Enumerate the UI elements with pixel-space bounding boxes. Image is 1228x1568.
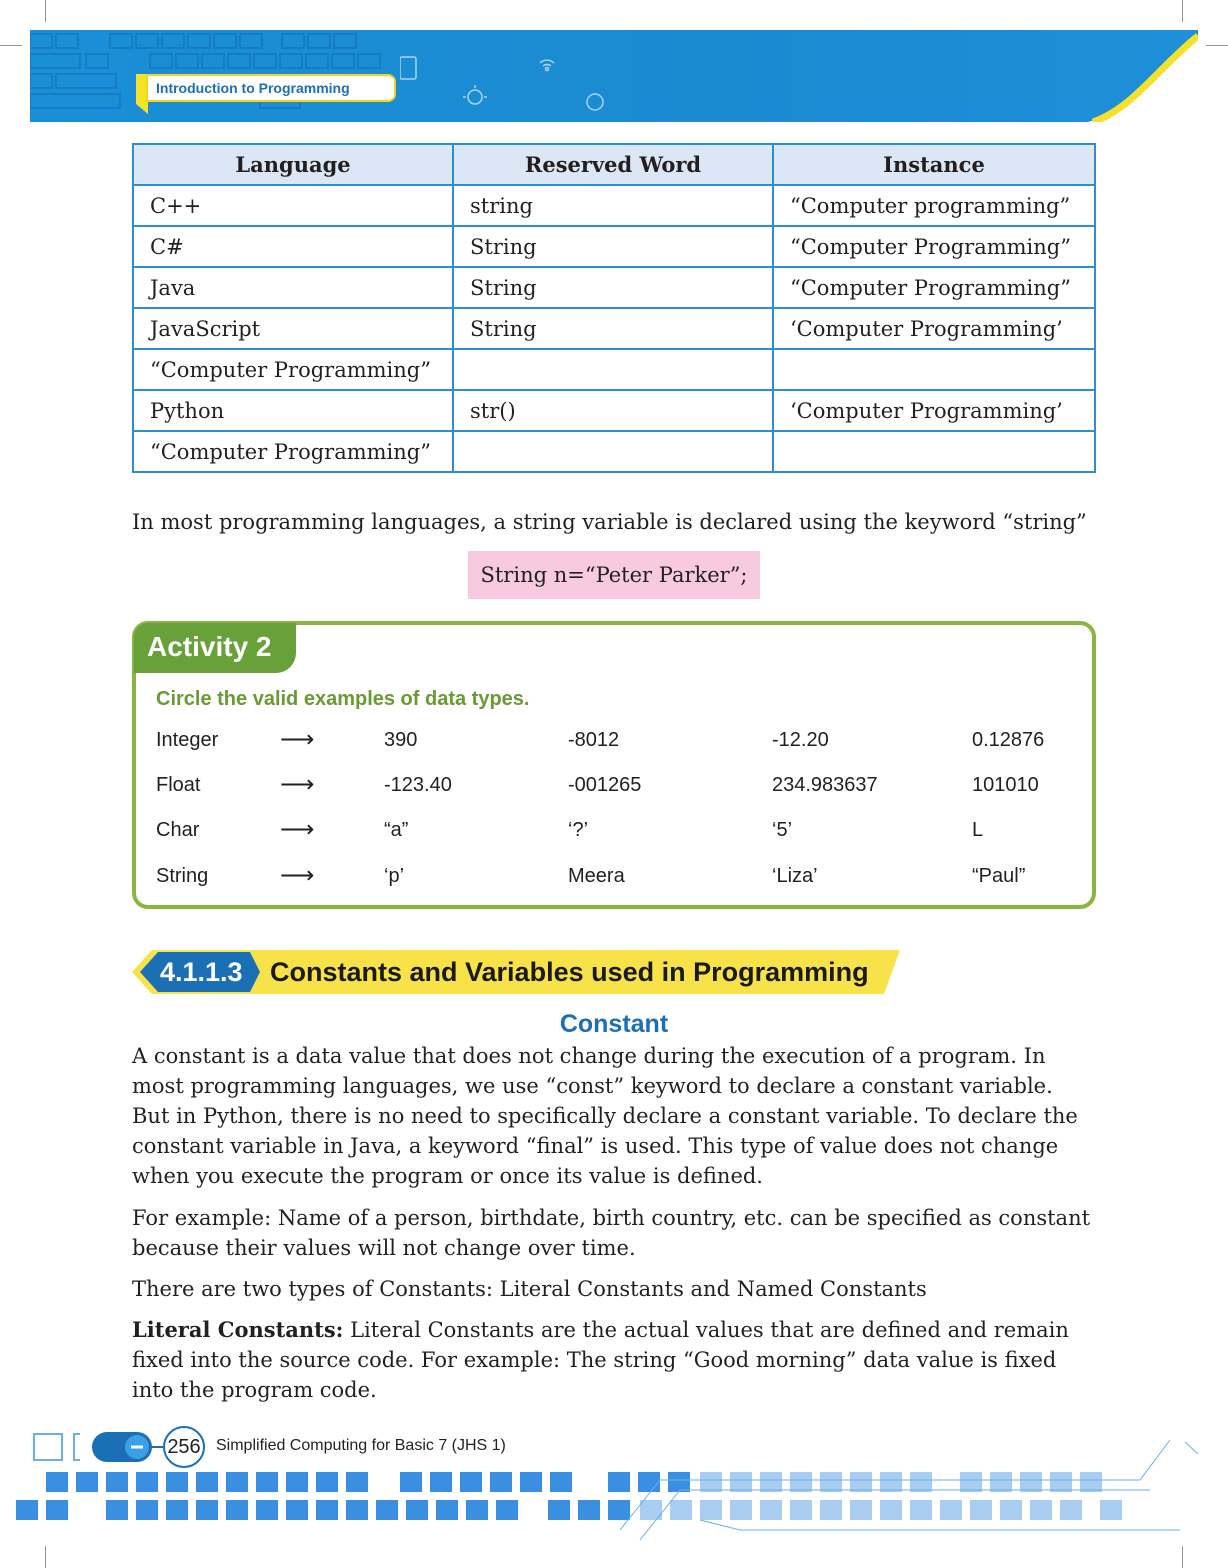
option-value[interactable]: -12.20 [772,729,829,751]
data-type-label: Float [156,774,201,796]
page-number: 256 [163,1426,205,1468]
table-cell: “Computer programming” [773,185,1095,226]
section-title: Constants and Variables used in Programming [270,957,869,987]
literal-constants-paragraph [132,1315,1092,1405]
option-value[interactable]: “Paul” [972,865,1026,887]
table-row [133,390,1095,431]
book-title: Simplified Computing for Basic 7 (JHS 1) [216,1437,506,1454]
option-value[interactable]: L [972,819,984,841]
reserved-words-table [132,143,1096,473]
option-value[interactable]: ‘Liza’ [772,865,818,887]
option-value[interactable]: ‘p’ [384,865,405,887]
column-header: Language [133,144,453,185]
chapter-tab: Introduction to Programming [146,74,396,102]
option-value[interactable]: -123.40 [384,774,452,796]
option-value[interactable]: ‘5’ [772,819,793,841]
table-cell: str() [453,390,773,431]
option-value[interactable]: 390 [384,729,418,751]
option-value[interactable]: 101010 [972,774,1039,796]
code-example: String n=“Peter Parker”; [468,551,760,599]
option-value[interactable]: 234.983637 [772,774,878,796]
column-header: Instance [773,144,1095,185]
table-cell: “Computer Programming” [773,226,1095,267]
table-cell: String [453,267,773,308]
header-swoosh [1058,30,1198,122]
table-cell: Python [133,390,453,431]
option-value[interactable]: ‘?’ [568,819,589,841]
table-row [133,349,1095,390]
table-cell: C# [133,226,453,267]
table-cell [453,431,773,472]
table-cell: String [453,226,773,267]
table-cell [453,349,773,390]
data-type-label: Integer [156,729,219,751]
table-cell [773,349,1095,390]
table-cell: Java [133,267,453,308]
column-header: Reserved Word [453,144,773,185]
arrow-icon: ⟶ [280,726,315,753]
table-cell: “Computer Programming” [133,431,453,472]
arrow-icon: ⟶ [280,816,315,843]
string-note: In most programming languages, a string variable is declared using the keyword “string” [132,510,1087,534]
activity-instruction: Circle the valid examples of data types. [156,688,530,710]
table-cell: ‘Computer Programming’ [773,308,1095,349]
section-number: 4.1.1.3 [160,957,243,987]
option-value[interactable]: -8012 [568,729,620,751]
table-header-row [133,144,1095,185]
option-value[interactable]: 0.12876 [972,729,1045,751]
table-row [133,308,1095,349]
table-row [133,226,1095,267]
header-icons [400,45,640,122]
table-cell: C++ [133,185,453,226]
table-row [133,267,1095,308]
table-cell: ‘Computer Programming’ [773,390,1095,431]
table-cell: JavaScript [133,308,453,349]
table-row [133,431,1095,472]
data-type-label: Char [156,819,200,841]
data-type-label: String [156,865,209,887]
table-cell [773,431,1095,472]
option-value[interactable]: Meera [568,865,625,887]
constant-paragraph: For example: Name of a person, birthdate, birth country, etc. can be specified as constant because their values will not change over time. [132,1206,1091,1260]
table-cell: String [453,308,773,349]
activity-title: Activity 2 [134,623,296,673]
arrow-icon: ⟶ [280,771,315,798]
option-value[interactable]: “a” [384,819,409,841]
option-value[interactable]: -001265 [568,774,642,796]
arrow-icon: ⟶ [280,862,315,889]
table-cell: “Computer Programming” [133,349,453,390]
constant-heading: Constant [559,1010,669,1038]
constant-paragraph: A constant is a data value that does not change during the execution of a program. In most programming languages, we use “const” keyword to declare a constant variable. But in Python, there is no need to specifically declare a constant variable. To declare the constant variable in Java, a keyword “final” is used. This type of value does not change when you execute the program or once its value is defined. [132,1044,1078,1188]
table-cell: string [453,185,773,226]
table-cell: “Computer Programming” [773,267,1095,308]
table-row [133,185,1095,226]
literal-constants-label: Literal Constants: [132,1317,344,1342]
constant-paragraph: There are two types of Constants: Literal Constants and Named Constants [132,1277,927,1301]
literal-constants-text: Literal Constants are the actual values that are defined and remain fixed into the source code. For example: The string “Good morning” data value is fixed into the program code. [132,1318,1069,1402]
